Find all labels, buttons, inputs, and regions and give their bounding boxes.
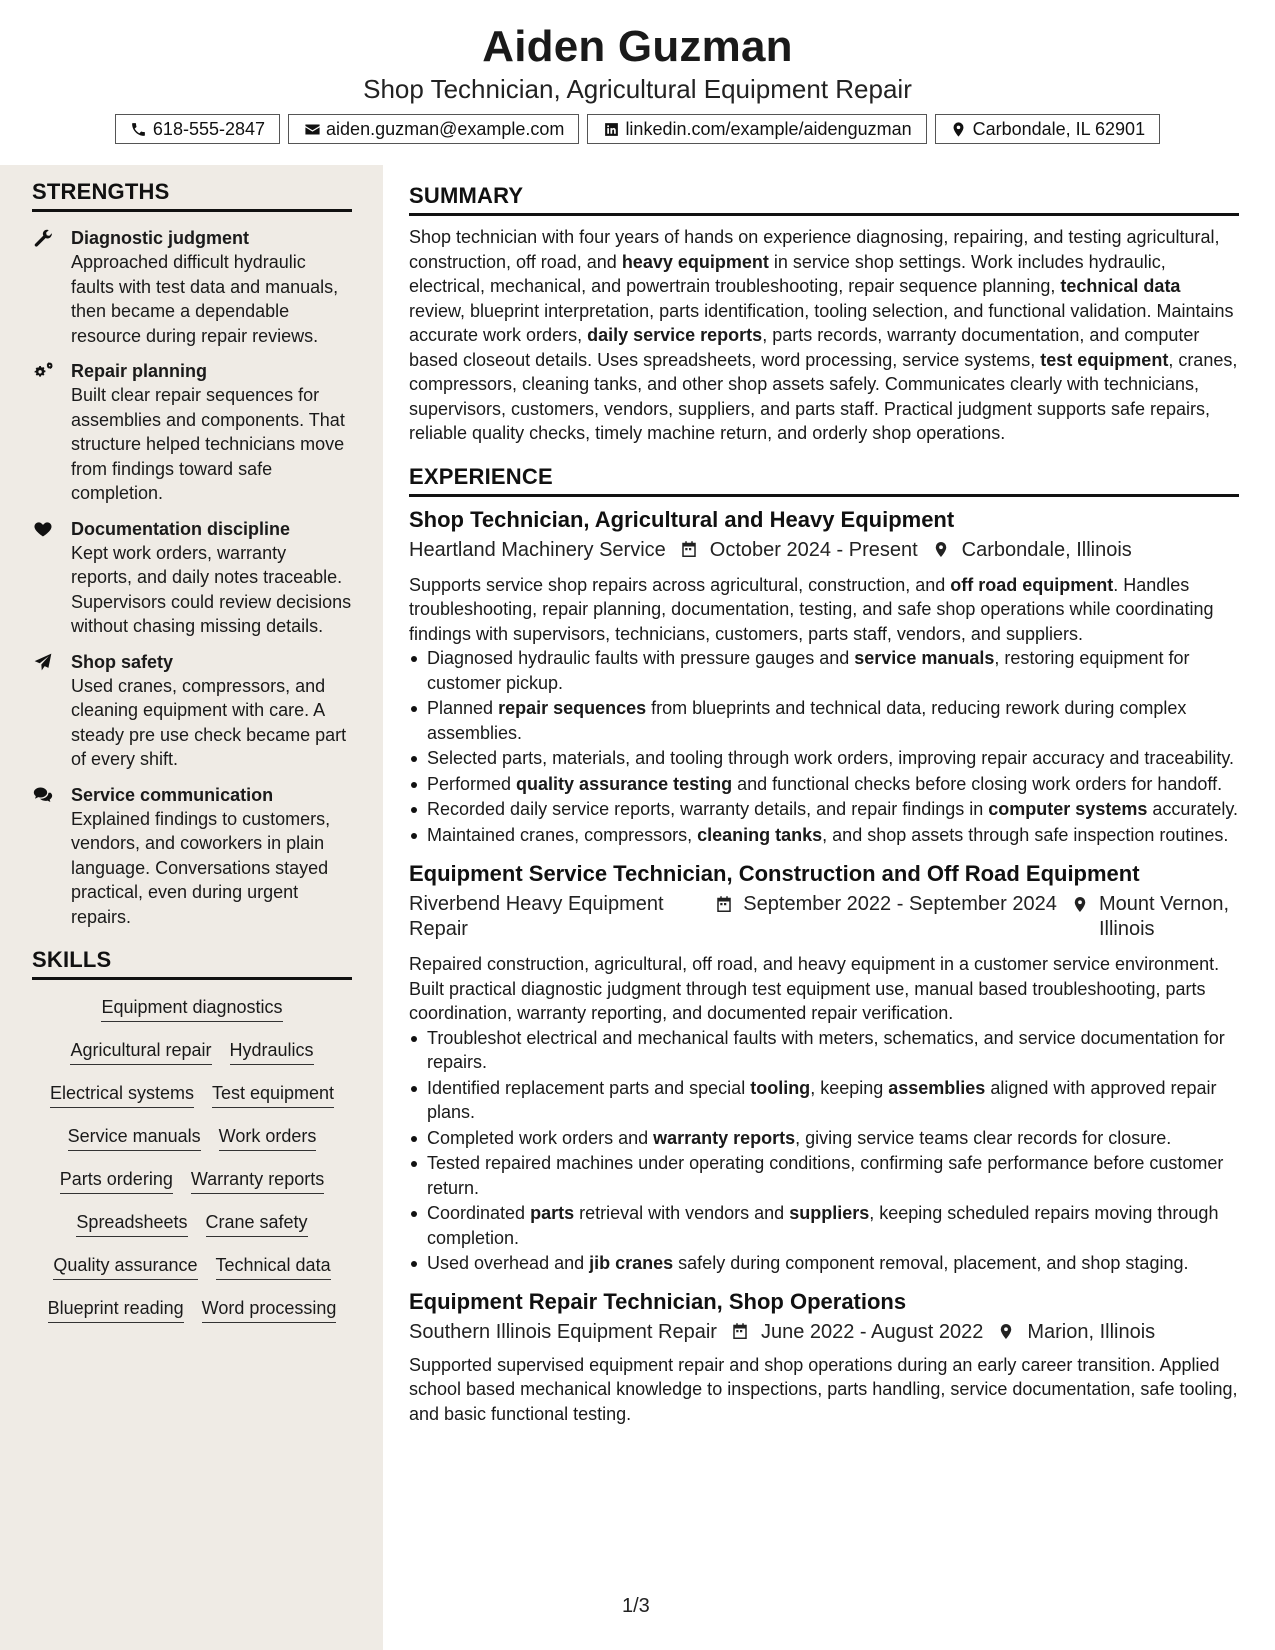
job-bullets xyxy=(409,1026,1239,1276)
text-run: from blueprints and technical data, reducing rework during complex assemblies. xyxy=(427,698,1187,743)
job-title: Equipment Repair Technician, Shop Operations xyxy=(409,1288,907,1314)
calendar-icon xyxy=(731,1320,753,1344)
map-pin-icon xyxy=(950,120,968,138)
job-dates: October 2024 - Present xyxy=(709,538,918,561)
skill-tag: Spreadsheets xyxy=(76,1211,187,1237)
bold-keyword: service manuals xyxy=(854,648,995,668)
text-run: Used overhead and xyxy=(427,1253,590,1273)
contact-email[interactable] xyxy=(288,114,579,144)
text-run: Supported supervised equipment repair and shop operations during an early career transition. Applied school based mechanical knowledge to inspections, parts handling, service documentation, safe tooling, and basic functional testing. xyxy=(409,1354,1238,1424)
strength-item xyxy=(32,359,352,506)
summary-text xyxy=(409,225,1239,446)
text-run: review, blueprint interpretation, parts identification, tooling selection, and functional validation. Maintains accurate work orders, xyxy=(409,300,1234,345)
job-dates: September 2022 - September 2024 xyxy=(743,893,1057,915)
phone-icon xyxy=(130,120,148,138)
bold-keyword: warranty reports xyxy=(653,1127,796,1148)
bullet-item xyxy=(409,746,1239,771)
strength-desc: Used cranes, compressors, and cleaning equipment with care. A steady pre use check became part of every shift. xyxy=(71,675,347,769)
bullet-item xyxy=(409,1026,1239,1075)
skill-tag: Agricultural repair xyxy=(70,1039,211,1065)
job-entry xyxy=(409,860,1239,1276)
job-company: Southern Illinois Equipment Repair xyxy=(409,1320,717,1343)
skill-row xyxy=(68,1125,317,1151)
text-run: Maintained cranes, compressors, xyxy=(427,824,698,845)
bold-keyword: heavy equipment xyxy=(621,251,769,272)
strength-item xyxy=(32,650,352,772)
job-entry xyxy=(409,506,1239,848)
contact-phone[interactable] xyxy=(115,114,280,144)
calendar-icon xyxy=(715,892,735,916)
strength-desc: Explained findings to customers, vendors, and coworkers in plain language. Conversations stayed practical, even during urgent repairs. xyxy=(71,808,331,927)
text-run: retrieval with vendors and xyxy=(574,1203,790,1223)
skill-tag: Test equipment xyxy=(212,1082,334,1108)
main-content xyxy=(409,165,1239,1426)
skill-row xyxy=(70,1039,313,1065)
text-run: Troubleshot electrical and mechanical faults with meters, schematics, and service documentation for repairs. xyxy=(427,1027,1225,1072)
job-entry xyxy=(409,1288,1239,1427)
bullet-item xyxy=(409,646,1239,695)
strength-item xyxy=(32,517,352,639)
skill-tag: Equipment diagnostics xyxy=(101,996,282,1022)
text-run: Completed work orders and xyxy=(427,1127,654,1148)
bullet-item xyxy=(409,797,1239,822)
skill-row xyxy=(76,1211,307,1237)
skill-tag: Electrical systems xyxy=(50,1082,194,1108)
strength-title: Shop safety xyxy=(71,651,174,672)
bold-keyword: cleaning tanks xyxy=(697,824,823,845)
bold-keyword: repair sequences xyxy=(498,698,647,718)
heart-icon xyxy=(32,519,56,541)
contact-location xyxy=(935,114,1160,144)
contact-bar xyxy=(0,114,1275,144)
job-title: Equipment Service Technician, Construction and Off Road Equipment xyxy=(409,861,1140,886)
skill-tag: Blueprint reading xyxy=(48,1297,184,1323)
skills-list xyxy=(32,996,352,1323)
bold-keyword: assemblies xyxy=(888,1077,986,1098)
text-run: Repaired construction, agricultural, off road, and heavy equipment in a customer service environment. Built practical diagnostic judgment through test equipment use, manual based troubleshooting, parts coordination, warranty reporting, and documented repair verification. xyxy=(409,954,1220,1023)
text-run: , restoring equipment for customer pickup. xyxy=(427,648,1190,693)
strengths-heading: STRENGTHS xyxy=(32,179,352,212)
job-bullets xyxy=(409,646,1239,847)
skill-tag: Quality assurance xyxy=(53,1254,197,1280)
skill-tag: Service manuals xyxy=(68,1125,201,1151)
strengths-list xyxy=(32,226,352,929)
bold-keyword: suppliers xyxy=(789,1203,870,1223)
candidate-name: Aiden Guzman xyxy=(482,22,793,71)
job-subtitle: Shop Technician, Agricultural Equipment Repair xyxy=(363,74,912,104)
bold-keyword: daily service reports xyxy=(587,325,763,345)
strength-item xyxy=(32,226,352,348)
summary-heading: SUMMARY xyxy=(409,183,1239,216)
text-run: in service shop settings. Work includes hydraulic, electrical, mechanical, and powertrain troubleshooting, repair sequence planning, xyxy=(409,251,1166,296)
bold-keyword: off road equipment xyxy=(950,574,1114,595)
linkedin-icon xyxy=(602,120,620,138)
map-pin-icon xyxy=(932,538,954,562)
text-run: , and shop assets through safe inspection routines. xyxy=(822,824,1229,845)
calendar-icon xyxy=(680,538,702,562)
job-location: Marion, Illinois xyxy=(1027,1320,1156,1343)
sidebar xyxy=(0,165,383,1650)
job-dates: June 2022 - August 2022 xyxy=(760,1320,984,1343)
job-meta xyxy=(409,892,1239,942)
skill-row xyxy=(50,1082,334,1108)
bold-keyword: quality assurance testing xyxy=(516,773,733,794)
text-run: Tested repaired machines under operating conditions, confirming safe performance before customer return. xyxy=(427,1153,1224,1198)
bold-keyword: jib cranes xyxy=(589,1253,674,1273)
text-run: Planned xyxy=(427,698,499,718)
strength-title: Diagnostic judgment xyxy=(71,228,250,248)
bullet-item xyxy=(409,1076,1239,1125)
skill-row xyxy=(48,1297,337,1323)
text-run: Coordinated xyxy=(427,1203,531,1223)
contact-phone-text: 618-555-2847 xyxy=(152,118,266,139)
strength-item xyxy=(32,783,352,930)
text-run: Diagnosed hydraulic faults with pressure gauges and xyxy=(427,648,855,668)
bullet-item xyxy=(409,1151,1239,1200)
map-pin-icon xyxy=(997,1320,1019,1344)
paper-plane-icon xyxy=(32,652,56,674)
skill-tag: Work orders xyxy=(219,1125,317,1151)
comments-icon xyxy=(32,785,56,807)
job-company: Riverbend Heavy Equipment Repair xyxy=(409,893,664,940)
skills-heading: SKILLS xyxy=(32,947,352,980)
skill-tag: Warranty reports xyxy=(191,1168,324,1194)
bullet-item xyxy=(409,823,1239,848)
text-run: Selected parts, materials, and tooling through work orders, improving repair accuracy and traceability. xyxy=(427,748,1235,768)
skill-row xyxy=(60,1168,324,1194)
job-description xyxy=(409,952,1239,1026)
strength-desc: Built clear repair sequences for assemblies and components. That structure helped technicians move from findings toward safe completion. xyxy=(71,385,345,503)
job-description xyxy=(409,573,1239,647)
job-location: Mount Vernon, Illinois xyxy=(1098,893,1230,940)
contact-linkedin-text: linkedin.com/example/aidenguzman xyxy=(625,118,912,139)
text-run: safely during component removal, placement, and shop staging. xyxy=(673,1253,1189,1273)
strength-title: Repair planning xyxy=(71,361,208,381)
skill-tag: Technical data xyxy=(216,1254,331,1280)
text-run: Identified replacement parts and special xyxy=(427,1077,751,1098)
skill-tag: Parts ordering xyxy=(60,1168,173,1194)
skill-row xyxy=(101,996,282,1022)
text-run: . Handles troubleshooting, repair planning, documentation, testing, and safe shop operations while coordinating findings with supervisors, technicians, customers, parts staff, vendors, and suppliers. xyxy=(409,574,1214,644)
job-title: Shop Technician, Agricultural and Heavy Equipment xyxy=(409,506,955,532)
bullet-item xyxy=(409,1201,1239,1250)
job-description xyxy=(409,1353,1239,1427)
bold-keyword: test equipment xyxy=(1040,349,1169,370)
bullet-item xyxy=(409,696,1239,745)
text-run: Supports service shop repairs across agricultural, construction, and xyxy=(409,574,951,595)
text-run: and functional checks before closing work orders for handoff. xyxy=(732,773,1223,794)
text-run: , giving service teams clear records for closure. xyxy=(795,1127,1172,1148)
text-run: , keeping scheduled repairs moving through completion. xyxy=(427,1203,1219,1248)
job-company: Heartland Machinery Service xyxy=(409,538,666,561)
map-pin-icon xyxy=(1071,892,1091,916)
strength-title: Service communication xyxy=(71,784,274,805)
bullet-item xyxy=(409,1251,1239,1276)
strength-title: Documentation discipline xyxy=(71,518,291,539)
text-run: aligned with approved repair plans. xyxy=(427,1077,1217,1122)
text-run: , parts records, warranty documentation, and computer based closeout details. Uses spreadsheets, word processing, service systems, xyxy=(409,325,1200,370)
contact-location-text: Carbondale, IL 62901 xyxy=(972,118,1146,139)
skill-tag: Word processing xyxy=(202,1297,337,1323)
job-location: Carbondale, Illinois xyxy=(961,538,1132,561)
text-run: Shop technician with four years of hands on experience diagnosing, repairing, and testing agricultural, construction, off road, and xyxy=(409,227,1220,272)
text-run: accurately. xyxy=(1147,799,1239,819)
bold-keyword: computer systems xyxy=(988,799,1148,819)
job-meta xyxy=(409,1320,1239,1345)
strength-desc: Kept work orders, warranty reports, and daily notes traceable. Supervisors could review decisions without chasing missing details. xyxy=(71,542,352,636)
contact-linkedin[interactable] xyxy=(587,114,926,144)
bold-keyword: technical data xyxy=(1060,276,1181,296)
gears-icon xyxy=(32,361,56,383)
wrench-icon xyxy=(32,228,56,250)
text-run: , cranes, compressors, cleaning tanks, and other shop assets safely. Communicates clearly with technicians, supervisors, customers, vendors, suppliers, and parts staff. Practical judgment supports safe repairs, reliable quality checks, timely machine return, and orderly shop operations. xyxy=(409,349,1238,443)
text-run: Performed xyxy=(427,773,517,794)
experience-heading: EXPERIENCE xyxy=(409,464,1239,497)
resume-header xyxy=(0,0,1275,165)
envelope-icon xyxy=(303,120,321,138)
strength-desc: Approached difficult hydraulic faults with test data and manuals, then became a dependable resource during repair reviews. xyxy=(71,252,339,346)
contact-email-text: aiden.guzman@example.com xyxy=(326,118,565,139)
skill-tag: Crane safety xyxy=(206,1211,308,1237)
skill-tag: Hydraulics xyxy=(230,1039,314,1065)
text-run: , keeping xyxy=(810,1077,889,1098)
text-run: Recorded daily service reports, warranty details, and repair findings in xyxy=(427,799,989,819)
bullet-item xyxy=(409,772,1239,797)
bold-keyword: tooling xyxy=(750,1077,811,1098)
bold-keyword: parts xyxy=(530,1203,575,1223)
job-meta xyxy=(409,538,1239,563)
page-number: 1/3 xyxy=(622,1595,650,1617)
skill-row xyxy=(53,1254,330,1280)
bullet-item xyxy=(409,1126,1239,1151)
